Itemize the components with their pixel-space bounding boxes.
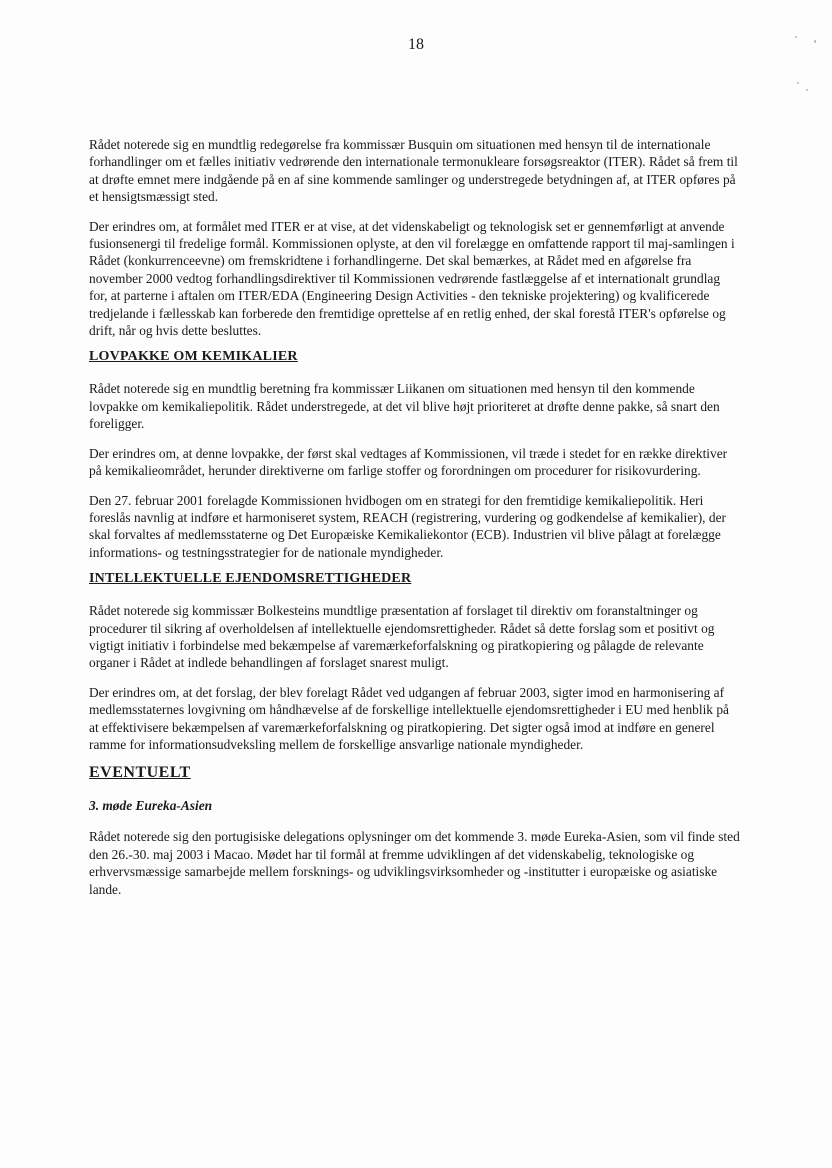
- scan-speck: [797, 82, 799, 84]
- paragraph: Rådet noterede sig en mundtlig redegørelse fra kommissær Busquin om situationen med hensyn til de internationale forhandlinger om et fælles initiativ vedrørende den internationale termonukleare forsøgsreaktor (ITER). Rådet så frem til at drøfte emnet mere indgående på en af sine kommende samlinger og understregede betydningen af, at ITER opføres på et hensigtsmæssigt sted.: [89, 137, 738, 205]
- section-heading: LOVPAKKE OM KEMIKALIER: [89, 349, 298, 365]
- paragraph: Der erindres om, at det forslag, der blev forelagt Rådet ved udgangen af februar 2003, sigter imod en harmonisering af medlemsstaternes lovgivning om håndhævelse af de forskellige intellektuelle ejendomsrettigheder i EU med henblik på at effektivisere bekæmpelsen af varemærkeforfalskning og piratkopiering. Det sigter også imod at indføre en generel ramme for informationsudveksling mellem de forskellige ansvarlige nationale myndigheder.: [89, 684, 729, 752]
- section-iter: [89, 136, 741, 339]
- section-kemikalier: [89, 347, 741, 561]
- section-heading: INTELLEKTUELLE EJENDOMSRETTIGHEDER: [89, 571, 412, 587]
- paragraph: Der erindres om, at denne lovpakke, der først skal vedtages af Kommissionen, vil træde i stedet for en række direktiver på kemikalieområdet, herunder direktiverne om farlige stoffer og forordningen om procedurer for risikovurdering.: [89, 445, 728, 479]
- paragraph: Der erindres om, at formålet med ITER er at vise, at det videnskabeligt og teknologisk set er gennemførligt at anvende fusionsenergi til fredelige formål. Kommissionen oplyste, at den vil forelægge en omfattende rapport til maj-samlingen i Rådet (konkurrenceevne) om fremskridtene i forhandlingerne. Det skal bemærkes, at Rådet med en afgørelse fra november 2000 vedtog forhandlingsdirektiver til Kommissionen vedrørende fastlæggelse af et internationalt grundlag for, at parterne i aftalen om ITER/EDA (Engineering Design Activities - den tekniske projektering) og kvalificerede tredjelande i fællesskab kan forberede den fremtidige oprettelse af en retlig enhed, der skal forestå ITER's opførelse og drift, når og hvis dette besluttes.: [89, 218, 735, 339]
- paragraph: Rådet noterede sig kommissær Bolkesteins mundtlige præsentation af forslaget til direktiv om foranstaltninger og procedurer til sikring af overholdelsen af intellektuelle ejendomsrettigheder. Rådet så dette forslag som et positivt og vigtigt initiativ i forbindelse med bekæmpelse af varemærkeforfalskning og piratkopiering og pålagde de relevante organer i Rådet at indlede behandlingen af forslaget snarest muligt.: [89, 603, 715, 671]
- scan-speck: [795, 36, 797, 38]
- scan-speck: [806, 89, 808, 91]
- document-body: [89, 136, 741, 910]
- page-number: 18: [408, 36, 424, 53]
- paragraph: Den 27. februar 2001 forelagde Kommissionen hvidbogen om en strategi for den fremtidige kemikaliepolitik. Heri foreslås navnlig at indføre et harmoniseret system, REACH (registrering, vurdering og godkendelse af kemikalier), der skal forvaltes af medlemsstaterne og Det Europæiske Kemikaliekontor (ECB). Industrien vil blive pålagt at forelægge informations- og testningsstrategier for de nationale myndigheder.: [89, 492, 726, 560]
- section-heading: EVENTUELT: [89, 764, 191, 782]
- section-eventuelt: [89, 763, 741, 898]
- scan-speck: [814, 40, 816, 43]
- paragraph: Rådet noterede sig en mundtlig beretning fra kommissær Liikanen om situationen med hensyn til den kommende lovpakke om kemikaliepolitik. Rådet understregede, at det vil blive højt prioriteret at drøfte denne pakke, så snart den foreligger.: [89, 381, 720, 432]
- section-ejendomsrettigheder: [89, 569, 741, 753]
- paragraph: Rådet noterede sig den portugisiske delegations oplysninger om det kommende 3. møde Eureka-Asien, som vil finde sted den 26.-30. maj 2003 i Macao. Mødet har til formål at fremme udviklingen af det videnskabelig, teknologiske og erhvervsmæssige samarbejde mellem forsknings- og udviklingsvirksomheder og -institutter i europæiske og asiatiske lande.: [89, 829, 740, 897]
- subsection-heading: 3. møde Eureka-Asien: [89, 798, 213, 814]
